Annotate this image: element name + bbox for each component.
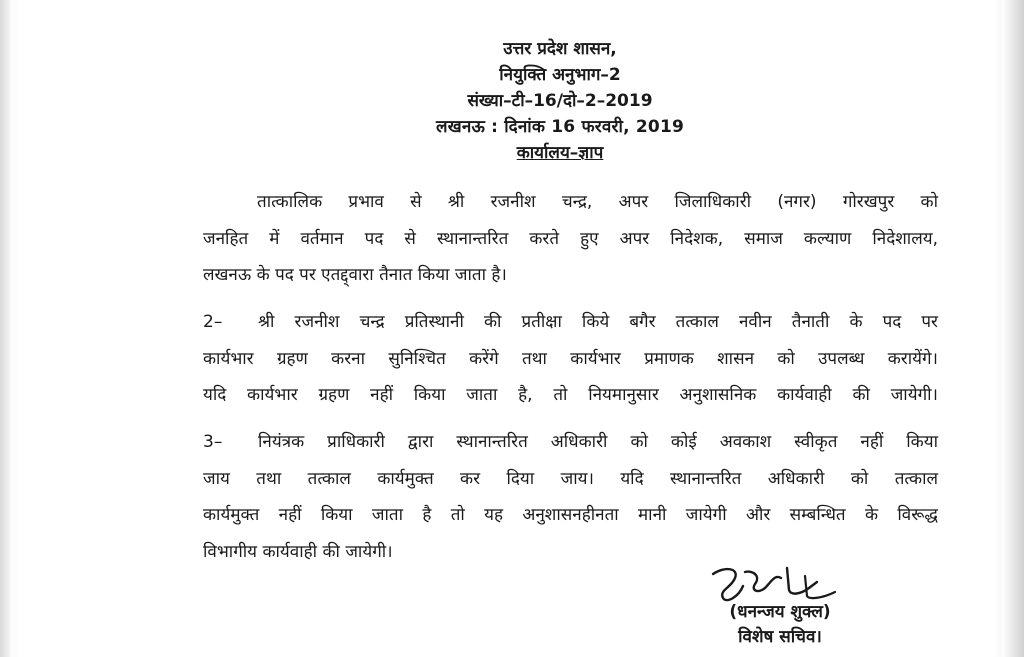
paragraph-line: लखनऊ के पद पर एतद्द्वारा तैनात किया जाता है।: [203, 265, 507, 285]
document-header: [380, 36, 740, 166]
paragraph-2: [203, 304, 938, 414]
paragraph-line: जनहित में वर्तमान पद से स्थानान्तरित करते हुए अपर निदेशक, समाज कल्याण निदेशालय,: [203, 228, 938, 249]
paragraph-3: [203, 424, 938, 570]
signatory-block: [700, 600, 860, 650]
signatory-designation: विशेष सचिव।: [738, 627, 822, 647]
paragraph-line: कार्यभार ग्रहण करना सुनिश्चित करेंगे तथा कार्यभार प्रमाणक शासन को उपलब्ध करायेंगे।: [203, 348, 938, 369]
paragraph-line: विभागीय कार्यवाही की जायेगी।: [203, 541, 393, 562]
paragraph-first-line: [203, 304, 938, 341]
paragraph-line: जाय तथा तत्काल कार्यमुक्त कर दिया जाय। यदि स्थानान्तरित अधिकारी को तत्काल: [203, 468, 938, 489]
paragraph-line: श्री रजनीश चन्द्र प्रतिस्थानी की प्रतीक्षा किये बगैर तत्काल नवीन तैनाती के पद पर: [258, 312, 938, 332]
paragraph-first-line: [203, 424, 938, 461]
paragraph-line: कार्यमुक्त नहीं किया जाता है तो यह अनुशासनहीनता मानी जायेगी और सम्बन्धित के विरूद्ध: [203, 505, 938, 525]
date-line: लखनऊ : दिनांक 16 फरवरी, 2019: [435, 117, 685, 137]
signatory-name: (धनन्जय शुक्ल): [729, 602, 831, 622]
paragraph-number: 2–: [203, 312, 223, 332]
page-edge-right: [1002, 0, 1024, 657]
government-name: उत्तर प्रदेश शासन,: [503, 39, 617, 59]
document-title: कार्यालय–ज्ञाप: [516, 143, 604, 163]
paragraph-line: नियंत्रक प्राधिकारी द्वारा स्थानान्तरित अधिकारी को कोई अवकाश स्वीकृत नहीं किया: [258, 432, 938, 452]
handwritten-signature: [705, 560, 845, 604]
department-name: नियुक्ति अनुभाग–2: [499, 65, 621, 85]
paragraph-number: 3–: [203, 432, 223, 452]
paragraph-1: [203, 184, 938, 294]
paragraph-line: तात्कालिक प्रभाव से श्री रजनीश चन्द्र, अपर जिलाधिकारी (नगर) गोरखपुर को: [257, 192, 938, 212]
paragraph-line: यदि कार्यभार ग्रहण नहीं किया जाता है, तो नियमानुसार अनुशासनिक कार्यवाही की जायेगी।: [203, 385, 938, 405]
reference-number: संख्या–टी–16/दो–2–2019: [467, 91, 653, 111]
page-edge-left: [0, 0, 10, 657]
